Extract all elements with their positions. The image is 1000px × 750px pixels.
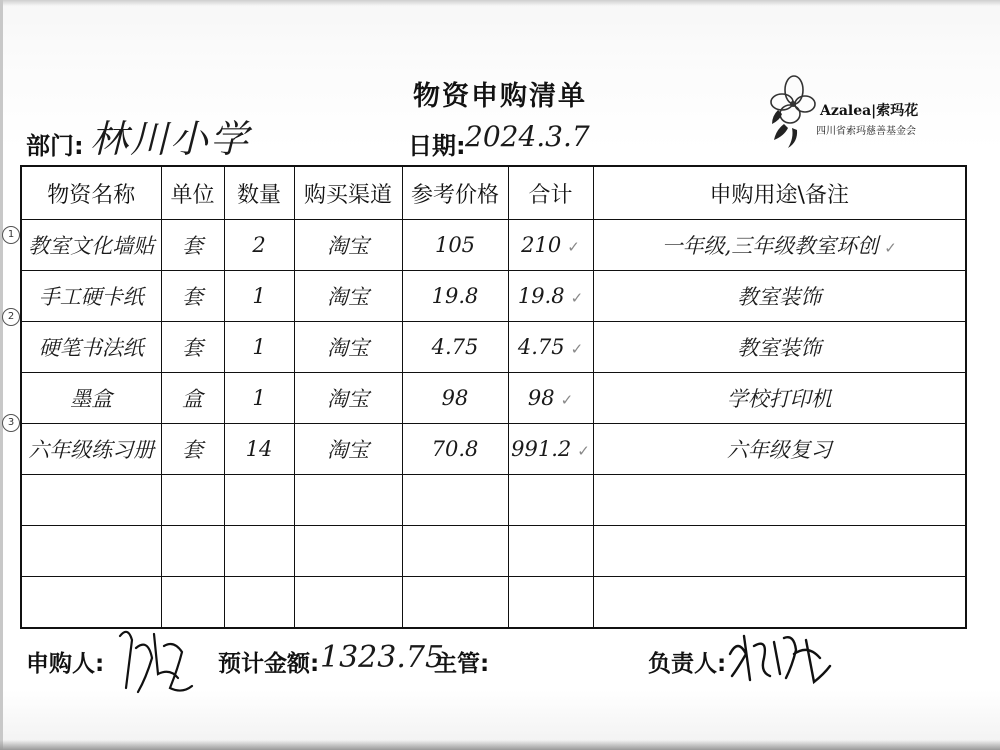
cell-total — [508, 322, 593, 373]
cell-item-name: 六年级练习册 — [21, 424, 161, 475]
table-row — [21, 220, 966, 271]
cell-total-value: 4.75 — [517, 335, 565, 359]
table-row — [21, 475, 966, 526]
cell-unit: 套 — [161, 322, 224, 373]
cell-purpose: 学校打印机 — [593, 373, 966, 424]
cell-channel — [294, 526, 402, 577]
col-header-channel: 购买渠道 — [294, 166, 402, 220]
cell-item-name: 手工硬卡纸 — [21, 271, 161, 322]
cell-total — [508, 577, 593, 629]
cell-total — [508, 220, 593, 271]
cell-item-name: 墨盒 — [21, 373, 161, 424]
check-mark-icon: ✓ — [577, 442, 590, 460]
item-marker-2: 2 — [2, 308, 20, 326]
check-mark-icon: ✓ — [570, 340, 584, 358]
scan-bottom-edge — [0, 740, 1000, 750]
cell-price — [402, 577, 508, 629]
logo-org-text: 四川省索玛慈善基金会 — [816, 126, 916, 137]
table-header-row — [21, 166, 966, 220]
cell-total-value: 991.2 — [511, 437, 572, 461]
cell-total — [508, 475, 593, 526]
cell-total-value: 98 — [527, 386, 555, 410]
logo-brand-text: Azalea|索玛花 — [820, 103, 919, 119]
cell-quantity — [224, 577, 294, 629]
cell-item-name — [21, 475, 161, 526]
cell-quantity: 1 — [224, 373, 294, 424]
cell-price: 19.8 — [402, 271, 508, 322]
item-marker-3: 3 — [2, 414, 20, 432]
cell-total — [508, 424, 593, 475]
cell-price: 4.75 — [402, 322, 508, 373]
azalea-flower-icon — [770, 74, 818, 150]
cell-price: 105 — [402, 220, 508, 271]
cell-quantity — [224, 526, 294, 577]
table-row — [21, 526, 966, 577]
col-header-unit: 单位 — [161, 166, 224, 220]
cell-total-value: 210 — [521, 233, 562, 257]
cell-unit: 盒 — [161, 373, 224, 424]
cell-purpose-value: 一年级,三年级教室环创 — [661, 234, 879, 258]
cell-channel: 淘宝 — [294, 271, 402, 322]
check-mark-icon: ✓ — [567, 238, 580, 256]
col-header-quantity: 数量 — [224, 166, 294, 220]
applicant-signature — [108, 618, 198, 710]
table-row — [21, 322, 966, 373]
cell-channel: 淘宝 — [294, 424, 402, 475]
supervisor-label: 主管: — [434, 651, 490, 677]
cell-quantity: 1 — [224, 322, 294, 373]
cell-unit: 套 — [161, 271, 224, 322]
col-header-price: 参考价格 — [402, 166, 508, 220]
department-label: 部门: — [26, 132, 84, 160]
cell-purpose: 六年级复习 — [593, 424, 966, 475]
foundation-logo — [770, 74, 940, 154]
department-value: 林川小学 — [90, 117, 251, 161]
cell-channel — [294, 577, 402, 629]
cell-unit: 套 — [161, 424, 224, 475]
cell-total-value: 19.8 — [517, 284, 565, 308]
check-mark-icon: ✓ — [560, 391, 574, 409]
cell-purpose — [593, 220, 966, 271]
responsible-label: 负责人: — [648, 651, 727, 677]
cell-item-name: 教室文化墙贴 — [21, 220, 161, 271]
cell-price — [402, 475, 508, 526]
cell-item-name: 硬笔书法纸 — [21, 322, 161, 373]
cell-channel: 淘宝 — [294, 220, 402, 271]
date-value: 2024.3.7 — [465, 120, 590, 153]
cell-purpose: 教室装饰 — [593, 322, 966, 373]
col-header-item-name: 物资名称 — [21, 166, 161, 220]
cell-channel — [294, 475, 402, 526]
cell-total — [508, 526, 593, 577]
cell-quantity: 14 — [224, 424, 294, 475]
cell-purpose — [593, 577, 966, 629]
table-row — [21, 424, 966, 475]
item-marker-1: 1 — [2, 226, 20, 244]
date-label: 日期: — [408, 132, 466, 160]
cell-item-name — [21, 526, 161, 577]
col-header-purpose: 申购用途\备注 — [593, 166, 966, 220]
table-row — [21, 373, 966, 424]
check-mark-icon: ✓ — [884, 239, 897, 257]
cell-channel: 淘宝 — [294, 373, 402, 424]
responsible-signature — [724, 624, 834, 688]
document-title: 物资申购清单 — [413, 81, 587, 112]
cell-purpose — [593, 475, 966, 526]
cell-price — [402, 526, 508, 577]
cell-unit — [161, 475, 224, 526]
cell-channel: 淘宝 — [294, 322, 402, 373]
table-row — [21, 271, 966, 322]
cell-total — [508, 373, 593, 424]
cell-price: 98 — [402, 373, 508, 424]
applicant-label: 申购人: — [26, 651, 105, 677]
cell-quantity: 2 — [224, 220, 294, 271]
cell-unit — [161, 526, 224, 577]
cell-total — [508, 271, 593, 322]
col-header-total: 合计 — [508, 166, 593, 220]
estimate-value: 1323.75 — [320, 640, 445, 675]
cell-unit: 套 — [161, 220, 224, 271]
cell-purpose — [593, 526, 966, 577]
requisition-table — [20, 165, 967, 629]
estimate-label: 预计金额: — [218, 651, 320, 677]
cell-purpose: 教室装饰 — [593, 271, 966, 322]
cell-price: 70.8 — [402, 424, 508, 475]
cell-quantity — [224, 475, 294, 526]
scan-top-shadow — [0, 0, 1000, 6]
cell-quantity: 1 — [224, 271, 294, 322]
check-mark-icon: ✓ — [570, 289, 584, 307]
